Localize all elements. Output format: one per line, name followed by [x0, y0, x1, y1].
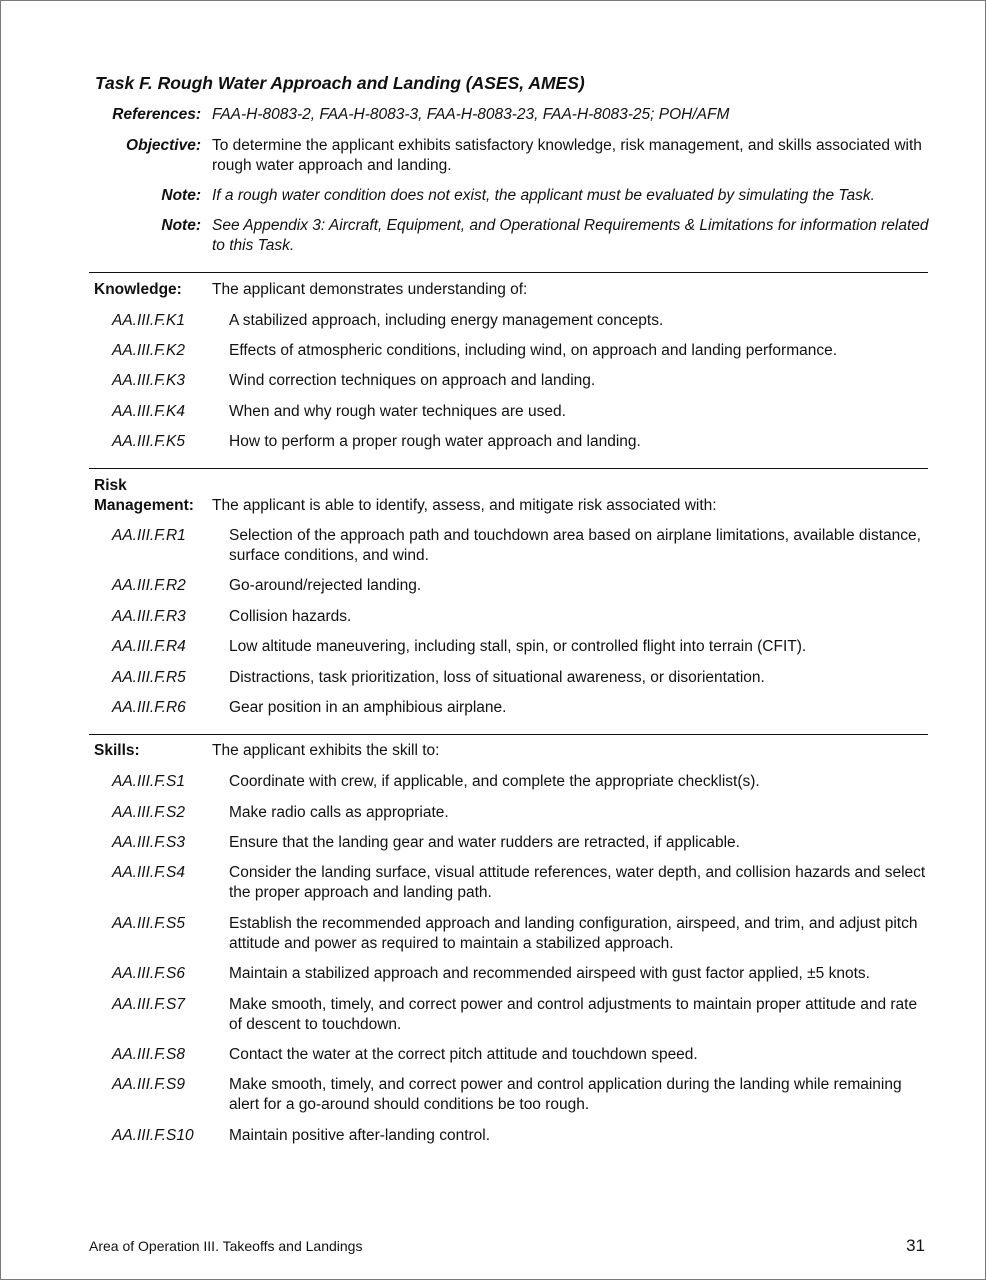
item-text: When and why rough water techniques are used. [229, 403, 566, 420]
item-code: AA.III.F.K3 [112, 372, 185, 389]
item-text: Contact the water at the correct pitch attitude and touchdown speed. [229, 1046, 698, 1063]
item-code: AA.III.F.K1 [112, 312, 185, 329]
item-code: AA.III.F.S3 [112, 834, 185, 851]
item-code: AA.III.F.S8 [112, 1046, 185, 1063]
item-text: Wind correction techniques on approach and landing. [229, 372, 596, 389]
item-text: Consider the landing surface, visual attitude references, water depth, and collision hazards and select the proper approach and landing path. [229, 864, 926, 901]
note-label-1: Note: [161, 187, 201, 204]
item-code: AA.III.F.K4 [112, 403, 185, 420]
section-divider [89, 734, 928, 735]
item-text: Maintain positive after-landing control. [229, 1127, 491, 1144]
section-divider [89, 272, 928, 273]
references-label: References: [112, 106, 201, 123]
item-text: Make radio calls as appropriate. [229, 804, 449, 821]
footer-section-title: Area of Operation III. Takeoffs and Landings [89, 1238, 363, 1254]
skills-intro: The applicant exhibits the skill to: [212, 742, 440, 759]
item-code: AA.III.F.R6 [112, 699, 186, 716]
item-text: Maintain a stabilized approach and recommended airspeed with gust factor applied, ±5 knots. [229, 965, 870, 982]
item-text: Establish the recommended approach and landing configuration, airspeed, and trim, and adjust pitch attitude and power as required to maintain a stabilized approach. [229, 915, 918, 952]
item-text: A stabilized approach, including energy management concepts. [229, 312, 664, 329]
item-code: AA.III.F.R2 [112, 577, 186, 594]
skills-label: Skills: [94, 742, 140, 759]
item-text: How to perform a proper rough water approach and landing. [229, 433, 641, 450]
risk-label-line1: Risk [94, 477, 127, 494]
references-value: FAA-H-8083-2, FAA-H-8083-3, FAA-H-8083-23, FAA-H-8083-25; POH/AFM [212, 106, 730, 123]
item-code: AA.III.F.S10 [112, 1127, 194, 1144]
item-code: AA.III.F.K2 [112, 342, 185, 359]
item-code: AA.III.F.R5 [112, 669, 186, 686]
item-text: Make smooth, timely, and correct power and control application during the landing while remaining alert for a go-around should conditions be too rough. [229, 1076, 902, 1113]
page-number: 31 [906, 1236, 925, 1255]
item-text: Coordinate with crew, if applicable, and complete the appropriate checklist(s). [229, 773, 760, 790]
item-code: AA.III.F.S1 [112, 773, 185, 790]
item-code: AA.III.F.R1 [112, 527, 186, 544]
item-code: AA.III.F.K5 [112, 433, 185, 450]
item-code: AA.III.F.S4 [112, 864, 185, 881]
item-code: AA.III.F.R3 [112, 608, 186, 625]
item-text: Ensure that the landing gear and water rudders are retracted, if applicable. [229, 834, 740, 851]
item-code: AA.III.F.S6 [112, 965, 185, 982]
item-code: AA.III.F.S5 [112, 915, 185, 932]
item-text: Go-around/rejected landing. [229, 577, 422, 594]
item-text: Gear position in an amphibious airplane. [229, 699, 507, 716]
item-text: Collision hazards. [229, 608, 352, 625]
task-title: Task F. Rough Water Approach and Landing (ASES, AMES) [95, 73, 585, 93]
item-code: AA.III.F.S2 [112, 804, 185, 821]
knowledge-label: Knowledge: [94, 281, 182, 298]
note-value-2: See Appendix 3: Aircraft, Equipment, and Operational Requirements & Limitations for information related to this Task. [212, 217, 929, 254]
item-code: AA.III.F.R4 [112, 638, 186, 655]
item-text: Low altitude maneuvering, including stall, spin, or controlled flight into terrain (CFIT). [229, 638, 807, 655]
item-code: AA.III.F.S7 [112, 996, 185, 1013]
item-text: Selection of the approach path and touchdown area based on airplane limitations, available distance, surface conditions, and wind. [229, 527, 921, 564]
note-label-2: Note: [161, 217, 201, 234]
item-text: Effects of atmospheric conditions, including wind, on approach and landing performance. [229, 342, 838, 359]
section-divider [89, 468, 928, 469]
item-text: Distractions, task prioritization, loss of situational awareness, or disorientation. [229, 669, 765, 686]
item-code: AA.III.F.S9 [112, 1076, 185, 1093]
note-value-1: If a rough water condition does not exist, the applicant must be evaluated by simulating the Task. [212, 187, 875, 204]
knowledge-intro: The applicant demonstrates understanding of: [212, 281, 528, 298]
objective-label: Objective: [126, 137, 201, 154]
risk-intro: The applicant is able to identify, assess, and mitigate risk associated with: [212, 497, 717, 514]
objective-value: To determine the applicant exhibits satisfactory knowledge, risk management, and skills associated with rough water approach and landing. [212, 137, 922, 174]
item-text: Make smooth, timely, and correct power and control adjustments to maintain proper attitude and rate of descent to touchdown. [229, 996, 918, 1033]
risk-label-line2: Management: [94, 497, 194, 514]
